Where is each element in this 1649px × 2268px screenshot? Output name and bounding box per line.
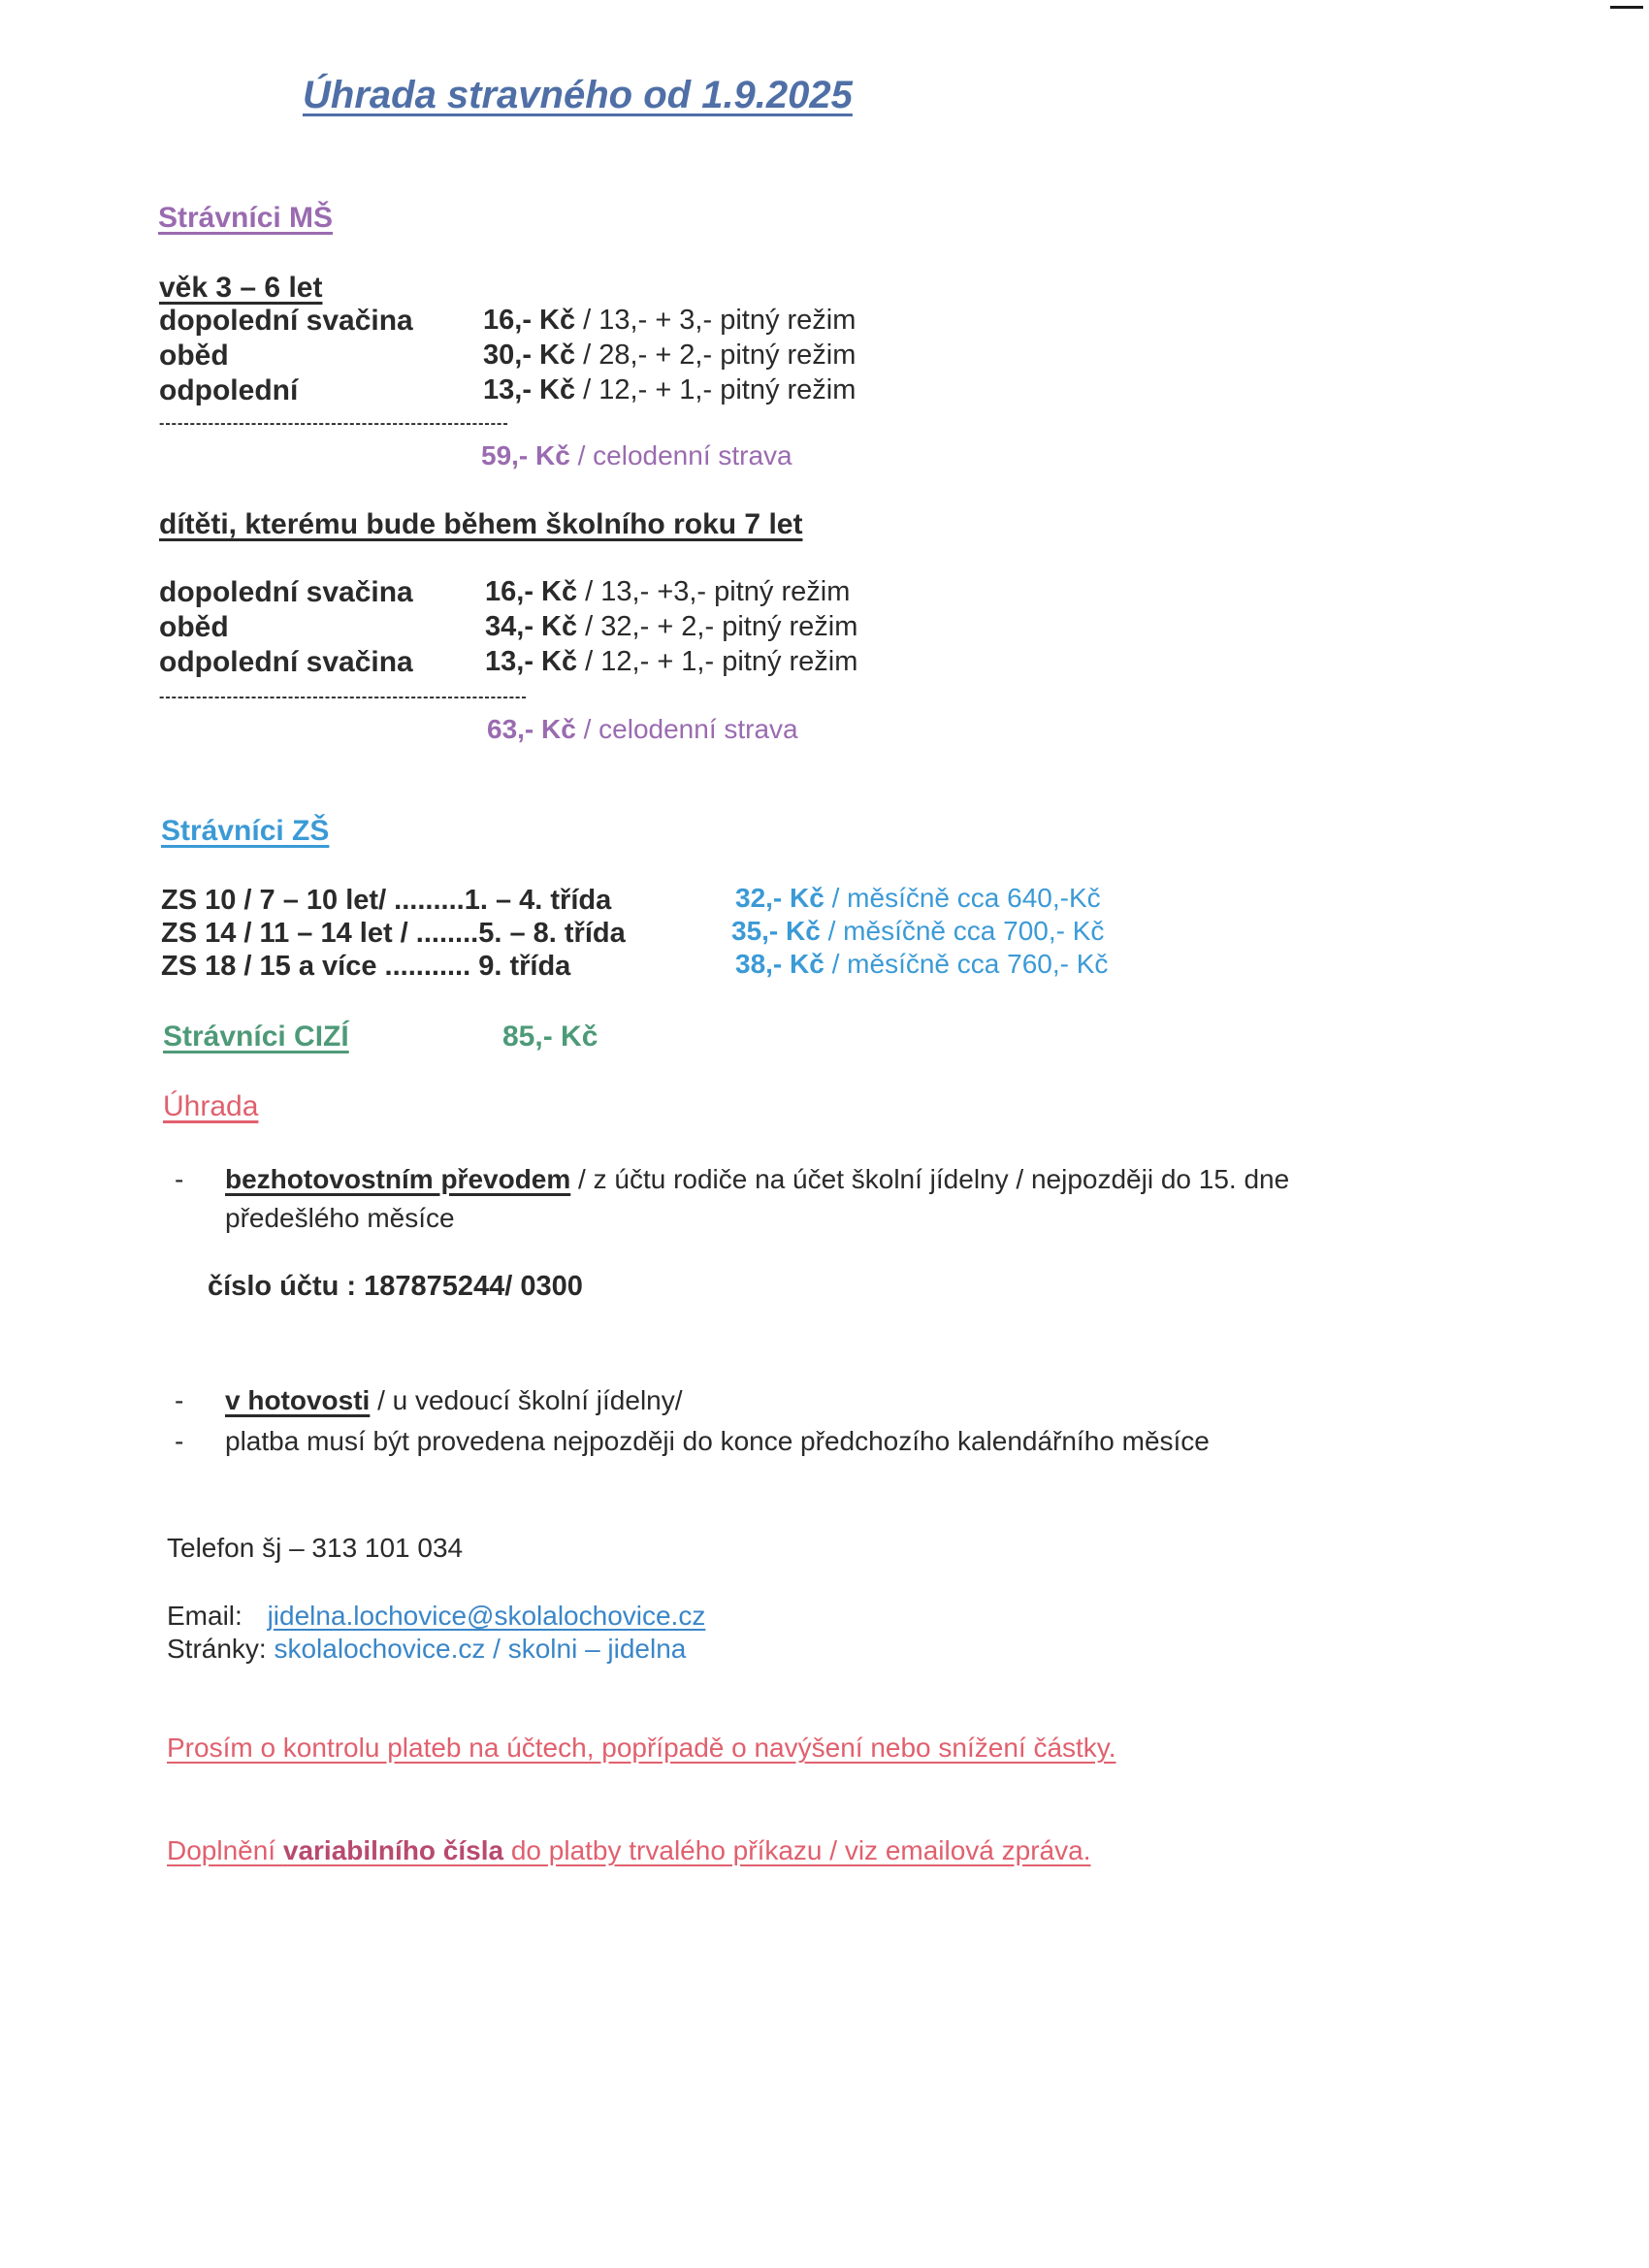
scan-corner-mark — [1610, 6, 1643, 9]
price-value: 16,- Kč — [483, 305, 576, 336]
note-variable-symbol — [167, 1835, 1090, 1866]
row-label: odpolední svačina — [159, 646, 413, 678]
row-price — [485, 611, 857, 643]
price-detail: / měsíčně cca 700,- Kč — [820, 916, 1105, 946]
section-heading-uhrada: Úhrada — [163, 1090, 259, 1122]
transfer-method: bezhotovostním převodem — [225, 1164, 571, 1194]
transfer-line2: předešlého měsíce — [225, 1203, 455, 1233]
row-label: dopolední svačina — [159, 305, 413, 337]
total-row — [481, 440, 792, 471]
divider: ------------------------------------------------------------ — [159, 689, 528, 705]
transfer-line — [225, 1164, 1289, 1195]
email-row — [167, 1601, 705, 1632]
total-price: 63,- Kč — [487, 714, 576, 744]
row-label: oběd — [159, 340, 229, 372]
web-label: Stránky: — [167, 1634, 267, 1664]
row-label: oběd — [159, 611, 229, 643]
section-heading-cizi: Strávníci CIZÍ — [163, 1021, 349, 1053]
cizi-price: 85,- Kč — [502, 1021, 598, 1053]
price-value: 13,- Kč — [483, 374, 576, 405]
account-number: číslo účtu : 187875244/ 0300 — [208, 1271, 583, 1302]
cash-method: v hotovosti — [225, 1385, 371, 1415]
price-detail: / měsíčně cca 760,- Kč — [824, 949, 1109, 979]
cash-text: / u vedoucí školní jídelny/ — [370, 1385, 683, 1415]
bullet-dash: - — [175, 1164, 184, 1194]
bullet-dash: - — [175, 1385, 184, 1415]
zs-row-price — [731, 916, 1104, 947]
price-value: 32,- Kč — [735, 883, 824, 913]
phone-number: Telefon šj – 313 101 034 — [167, 1533, 464, 1563]
web-link[interactable]: skolalochovice.cz / skolni – jidelna — [274, 1634, 687, 1664]
row-price — [483, 374, 856, 406]
subheading-age-3-6: věk 3 – 6 let — [159, 272, 323, 304]
page-title: Úhrada stravného od 1.9.2025 — [303, 74, 853, 116]
zs-row-label: ZS 10 / 7 – 10 let/ .........1. – 4. třída — [161, 885, 612, 916]
price-detail: / 13,- + 3,- pitný režim — [583, 305, 857, 336]
total-price: 59,- Kč — [481, 440, 570, 470]
price-value: 34,- Kč — [485, 611, 578, 642]
zs-row-price — [735, 949, 1108, 980]
row-price — [485, 576, 850, 608]
transfer-text: / z účtu rodiče na účet školní jídelny / nejpozději do 15. dne — [570, 1164, 1290, 1194]
price-value: 30,- Kč — [483, 340, 576, 371]
price-value: 16,- Kč — [485, 576, 578, 607]
note-suffix: do platby trvalého příkazu / viz emailová zpráva. — [503, 1835, 1091, 1865]
row-price — [483, 305, 856, 337]
row-price — [485, 646, 857, 678]
note-prefix: Doplnění — [167, 1835, 283, 1865]
divider: --------------------------------------------------------- — [159, 415, 509, 432]
price-detail: / 12,- + 1,- pitný režim — [585, 646, 858, 677]
price-detail: / 13,- +3,- pitný režim — [585, 576, 851, 607]
deadline-text: platba musí být provedena nejpozději do konce předchozího kalendářního měsíce — [225, 1426, 1210, 1456]
web-row — [167, 1634, 686, 1665]
bullet-dash: - — [175, 1426, 184, 1456]
note-bold: variabilního čísla — [282, 1835, 504, 1865]
total-label: / celodenní strava — [577, 440, 792, 470]
price-detail: / 32,- + 2,- pitný režim — [585, 611, 858, 642]
zs-row-price — [735, 883, 1101, 914]
section-heading-ms: Strávníci MŠ — [158, 202, 334, 234]
price-value: 38,- Kč — [735, 949, 824, 979]
price-value: 35,- Kč — [731, 916, 821, 946]
price-detail: / 12,- + 1,- pitný režim — [583, 374, 857, 405]
row-label: dopolední svačina — [159, 576, 413, 608]
note-check-payments: Prosím o kontrolu plateb na účtech, popřípadě o navýšení nebo snížení částky. — [167, 1733, 1116, 1763]
row-label: odpolední — [159, 374, 299, 406]
price-detail: / měsíčně cca 640,-Kč — [824, 883, 1101, 913]
subheading-age-7: dítěti, kterému bude během školního roku 7 let — [159, 508, 803, 540]
total-label: / celodenní strava — [583, 714, 798, 744]
section-heading-zs: Strávníci ZŠ — [161, 815, 330, 847]
price-detail: / 28,- + 2,- pitný režim — [583, 340, 857, 371]
cash-line — [225, 1385, 683, 1416]
email-link[interactable]: jidelna.lochovice@skolalochovice.cz — [267, 1601, 706, 1631]
zs-row-label: ZS 18 / 15 a více ........... 9. třída — [161, 951, 571, 982]
email-label: Email: — [167, 1601, 242, 1631]
zs-row-label: ZS 14 / 11 – 14 let / ........5. – 8. třída — [161, 918, 626, 949]
row-price — [483, 340, 856, 372]
total-row — [487, 714, 798, 745]
price-value: 13,- Kč — [485, 646, 578, 677]
